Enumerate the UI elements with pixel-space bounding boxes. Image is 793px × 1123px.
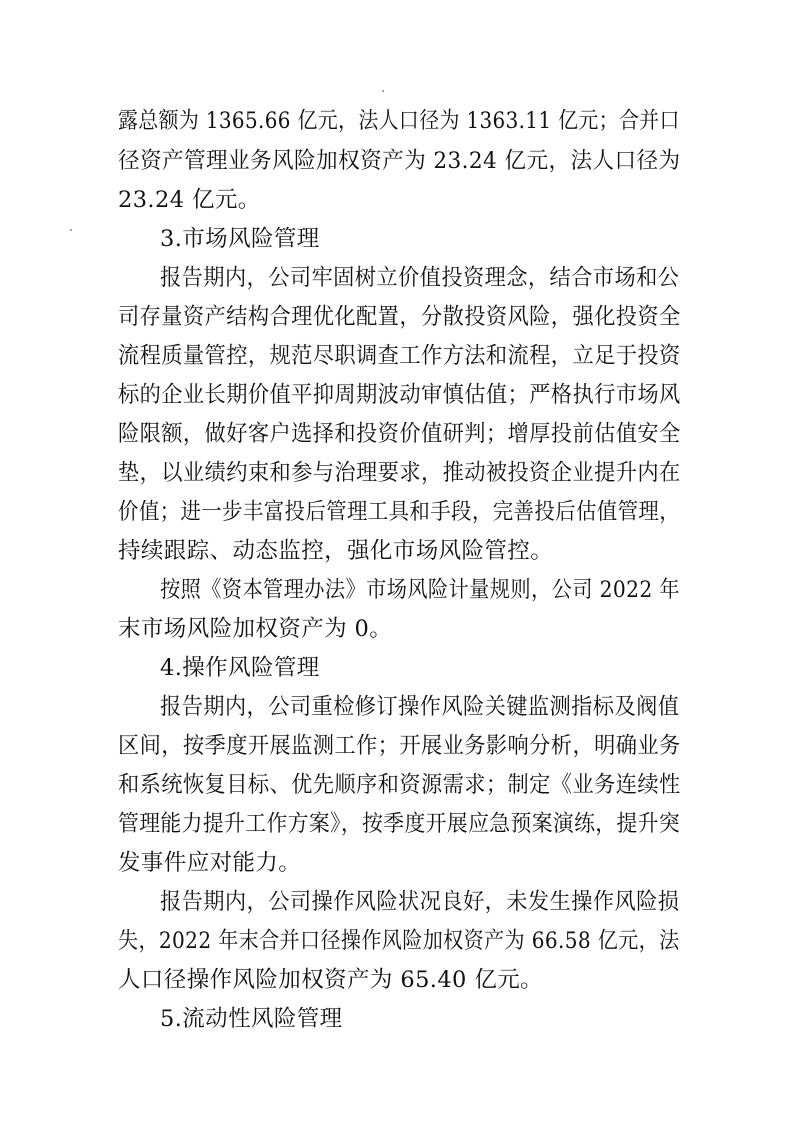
paragraph-line: 失，2022 年末合并口径操作风险加权资产为 66.58 亿元，法 [118,928,680,954]
section-heading: 5.流动性风险管理 [160,1006,343,1032]
scan-speck [382,90,384,92]
paragraph-line: 末市场风险加权资产为 0。 [118,616,393,642]
paragraph-line: 标的企业长期价值平抑周期波动审慎估值；严格执行市场风 [118,382,681,408]
paragraph-line: 径资产管理业务风险加权资产为 23.24 亿元，法人口径为 [118,148,681,174]
paragraph-line: 人口径操作风险加权资产为 65.40 亿元。 [118,967,544,993]
paragraph-line: 区间，按季度开展监测工作；开展业务影响分析，明确业务 [118,733,681,759]
section-heading: 4.操作风险管理 [160,655,320,681]
paragraph-line: 和系统恢复目标、优先顺序和资源需求；制定《业务连续性 [118,772,681,798]
scan-speck [70,229,72,231]
paragraph-line: 司存量资产结构合理优化配置，分散投资风险，强化投资全 [118,304,681,330]
section-heading: 3.市场风险管理 [160,226,320,252]
paragraph-line: 报告期内，公司重检修订操作风险关键监测指标及阀值 [160,694,680,720]
paragraph-line: 报告期内，公司操作风险状况良好，未发生操作风险损 [160,889,680,915]
paragraph-line: 23.24 亿元。 [118,187,261,213]
paragraph-line: 持续跟踪、动态监控，强化市场风险管控。 [118,538,554,564]
paragraph-line: 管理能力提升工作方案》，按季度开展应急预案演练，提升突 [118,811,681,837]
paragraph-line: 发事件应对能力。 [118,850,302,876]
paragraph-line: 报告期内，公司牢固树立价值投资理念，结合市场和公 [160,265,680,291]
paragraph-line: 露总额为 1365.66 亿元，法人口径为 1363.11 亿元；合并口 [118,108,680,134]
paragraph-line: 险限额，做好客户选择和投资价值研判；增厚投前估值安全 [118,421,681,447]
paragraph-line: 流程质量管控，规范尽职调查工作方法和流程，立足于投资 [118,343,681,369]
paragraph-line: 价值；进一步丰富投后管理工具和手段，完善投后估值管理， [118,499,681,525]
paragraph-line: 按照《资本管理办法》市场风险计量规则，公司 2022 年 [160,577,681,603]
paragraph-line: 垫，以业绩约束和参与治理要求，推动被投资企业提升内在 [118,460,681,486]
